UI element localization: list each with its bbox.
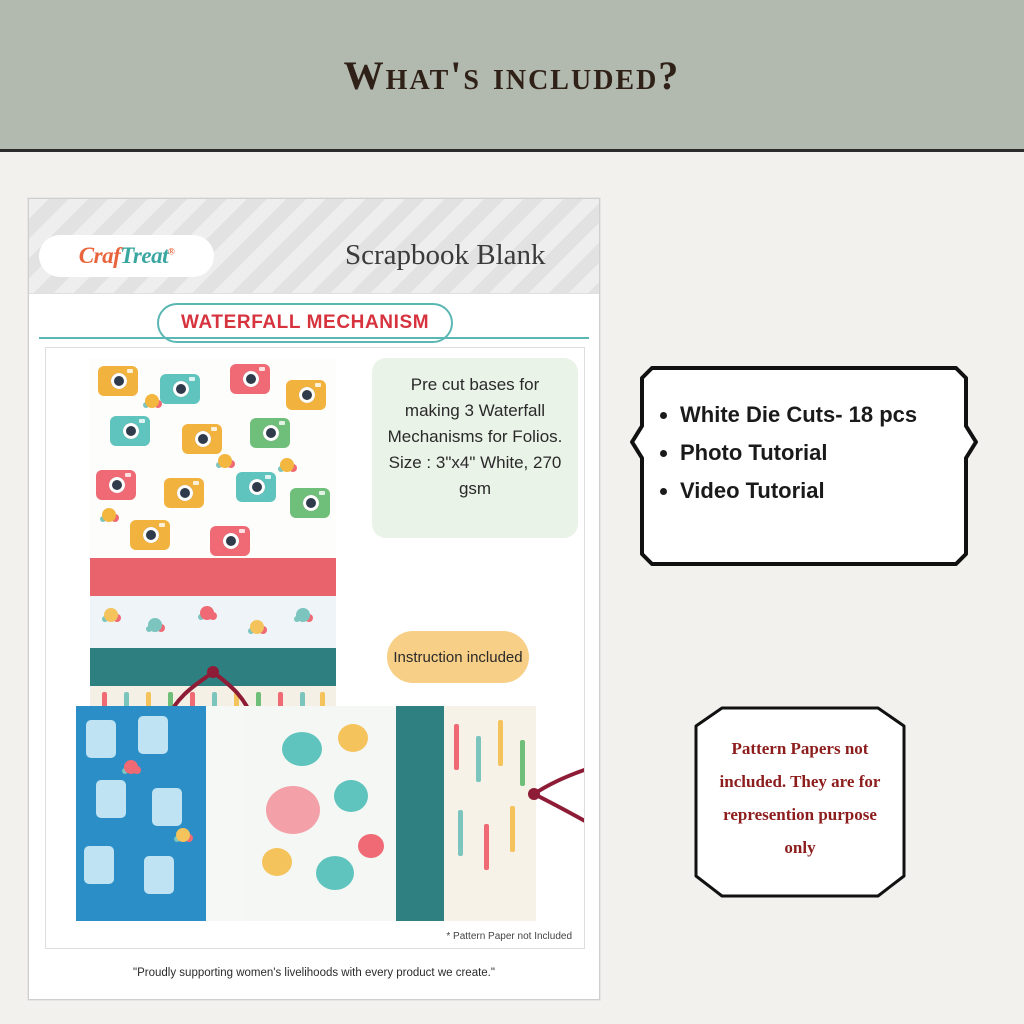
floral-panel	[246, 706, 396, 921]
list-item: • Photo Tutorial	[680, 434, 917, 472]
disclaimer-panel	[692, 704, 908, 900]
pencil-icon	[510, 806, 515, 852]
list-item: • White Die Cuts- 18 pcs	[680, 396, 917, 434]
header-banner	[0, 0, 1024, 152]
camera-icon	[110, 416, 150, 446]
flower-icon	[200, 606, 214, 620]
brand-name-part1: Craf	[78, 243, 121, 268]
camera-icon	[130, 520, 170, 550]
pencil-icon	[454, 724, 459, 770]
ribbon-tie	[528, 764, 585, 844]
mechanism-badge: WATERFALL MECHANISM	[157, 303, 453, 343]
pattern-paper-footnote: * Pattern Paper not Included	[446, 931, 572, 942]
description-note: Pre cut bases for making 3 Waterfall Mechanisms for Folios. Size : 3"x4" White, 270 gsm	[372, 358, 578, 538]
camera-icon	[286, 380, 326, 410]
brand-logo	[39, 235, 214, 277]
list-item: • Video Tutorial	[680, 472, 917, 510]
pencil-panel	[444, 706, 536, 921]
camera-icon	[230, 364, 270, 394]
flower-icon	[250, 620, 264, 634]
flower-icon	[280, 458, 294, 472]
pencil-icon	[484, 824, 489, 870]
flower-icon	[102, 508, 116, 522]
camera-icon	[250, 418, 290, 448]
brand-logo-text	[79, 243, 174, 269]
camera-icon	[290, 488, 330, 518]
pencil-icon	[520, 740, 525, 786]
included-items-panel	[628, 364, 980, 568]
flower-icon	[145, 394, 159, 408]
blank-white-panel	[206, 706, 246, 921]
flower-icon	[104, 608, 118, 622]
camera-pattern-panel	[90, 358, 336, 558]
flower-icon	[176, 828, 190, 842]
divider-rule	[39, 337, 589, 339]
camera-icon	[96, 470, 136, 500]
rose-icon	[282, 732, 322, 766]
product-card	[28, 198, 600, 1000]
jar-icon	[86, 720, 116, 758]
product-heading: Scrapbook Blank	[345, 239, 546, 271]
rose-icon	[316, 856, 354, 890]
pencil-icon	[498, 720, 503, 766]
jar-icon	[152, 788, 182, 826]
folio-open-illustration	[76, 706, 536, 921]
camera-icon	[164, 478, 204, 508]
camera-icon	[210, 526, 250, 556]
registered-mark: ®	[167, 246, 175, 257]
jar-icon	[96, 780, 126, 818]
jar-icon	[84, 846, 114, 884]
disclaimer-text: Pattern Papers not included. They are for represention purpose only	[719, 739, 881, 857]
rose-icon	[334, 780, 368, 812]
floral-stripe-panel	[90, 596, 336, 648]
rose-icon	[266, 786, 320, 834]
flower-icon	[218, 454, 232, 468]
page-title: What's included?	[343, 53, 681, 98]
camera-icon	[236, 472, 276, 502]
flower-icon	[296, 608, 310, 622]
heart-icon	[124, 760, 138, 774]
rose-icon	[358, 834, 384, 858]
jar-icon	[138, 716, 168, 754]
red-stripe-panel	[90, 558, 336, 596]
included-items-list	[658, 396, 917, 510]
camera-icon	[160, 374, 200, 404]
flower-icon	[148, 618, 162, 632]
rose-icon	[338, 724, 368, 752]
camera-icon	[182, 424, 222, 454]
rose-icon	[262, 848, 292, 876]
instruction-included-badge: Instruction included	[387, 631, 529, 683]
teal-dot-panel	[396, 706, 444, 921]
card-tagline: "Proudly supporting women's livelihoods with every product we create."	[133, 967, 495, 979]
brand-name-part2: Treat	[120, 243, 168, 268]
camera-icon	[98, 366, 138, 396]
pencil-icon	[476, 736, 481, 782]
jar-pattern-panel	[76, 706, 206, 921]
jar-icon	[144, 856, 174, 894]
pencil-icon	[458, 810, 463, 856]
folio-top-illustration	[90, 358, 336, 668]
